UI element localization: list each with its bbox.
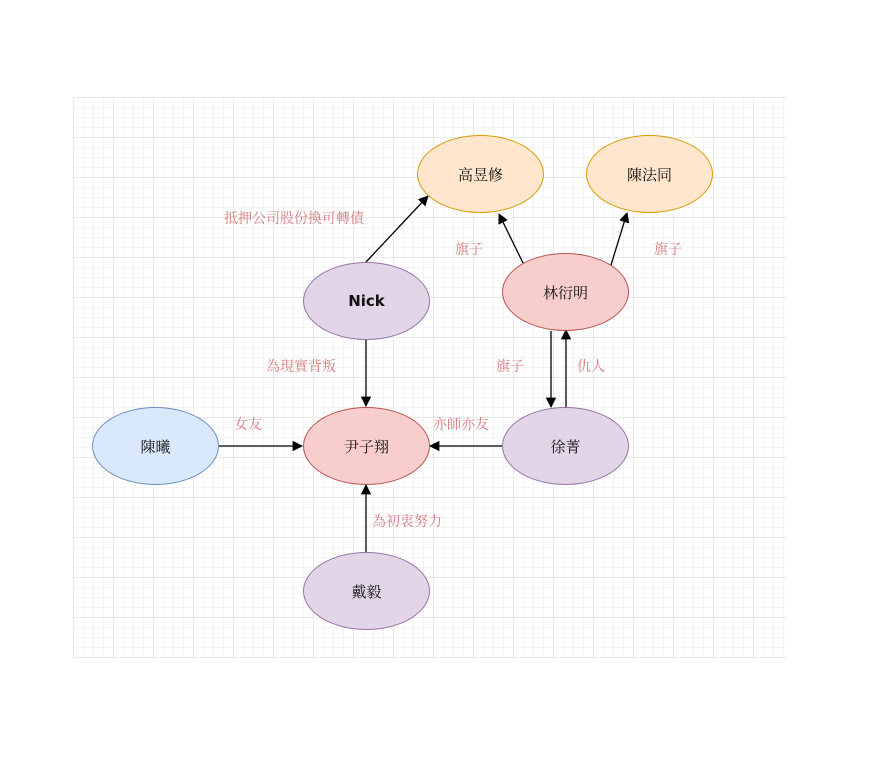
label-chen-xi-yin: 女友 xyxy=(234,417,262,433)
node-xu[interactable]: 徐菁 xyxy=(502,407,629,485)
label-dai-yin: 為初衷努力 xyxy=(372,514,442,530)
node-lin[interactable]: 林衍明 xyxy=(502,253,629,331)
node-chen-xi[interactable]: 陳曦 xyxy=(92,407,219,485)
node-dai[interactable]: 戴毅 xyxy=(303,552,430,630)
edge-lin-gao xyxy=(499,214,524,265)
label-lin-gao: 旗子 xyxy=(455,242,483,258)
edge-lin-chen-fatong xyxy=(611,213,627,265)
node-chen-fatong[interactable]: 陳法同 xyxy=(586,135,713,213)
node-yin[interactable]: 尹子翔 xyxy=(303,407,430,485)
edge-nick-gao xyxy=(366,196,428,262)
label-xu-lin: 仇人 xyxy=(577,359,605,375)
node-nick[interactable]: Nick xyxy=(303,262,430,340)
label-xu-yin: 亦師亦友 xyxy=(433,417,489,433)
label-lin-xu: 旗子 xyxy=(496,359,524,375)
node-gao[interactable]: 高昱修 xyxy=(417,135,544,213)
label-lin-chen-fatong: 旗子 xyxy=(654,242,682,258)
label-nick-gao: 抵押公司股份換可轉債 xyxy=(224,211,364,227)
label-nick-yin: 為現實背叛 xyxy=(266,359,336,375)
